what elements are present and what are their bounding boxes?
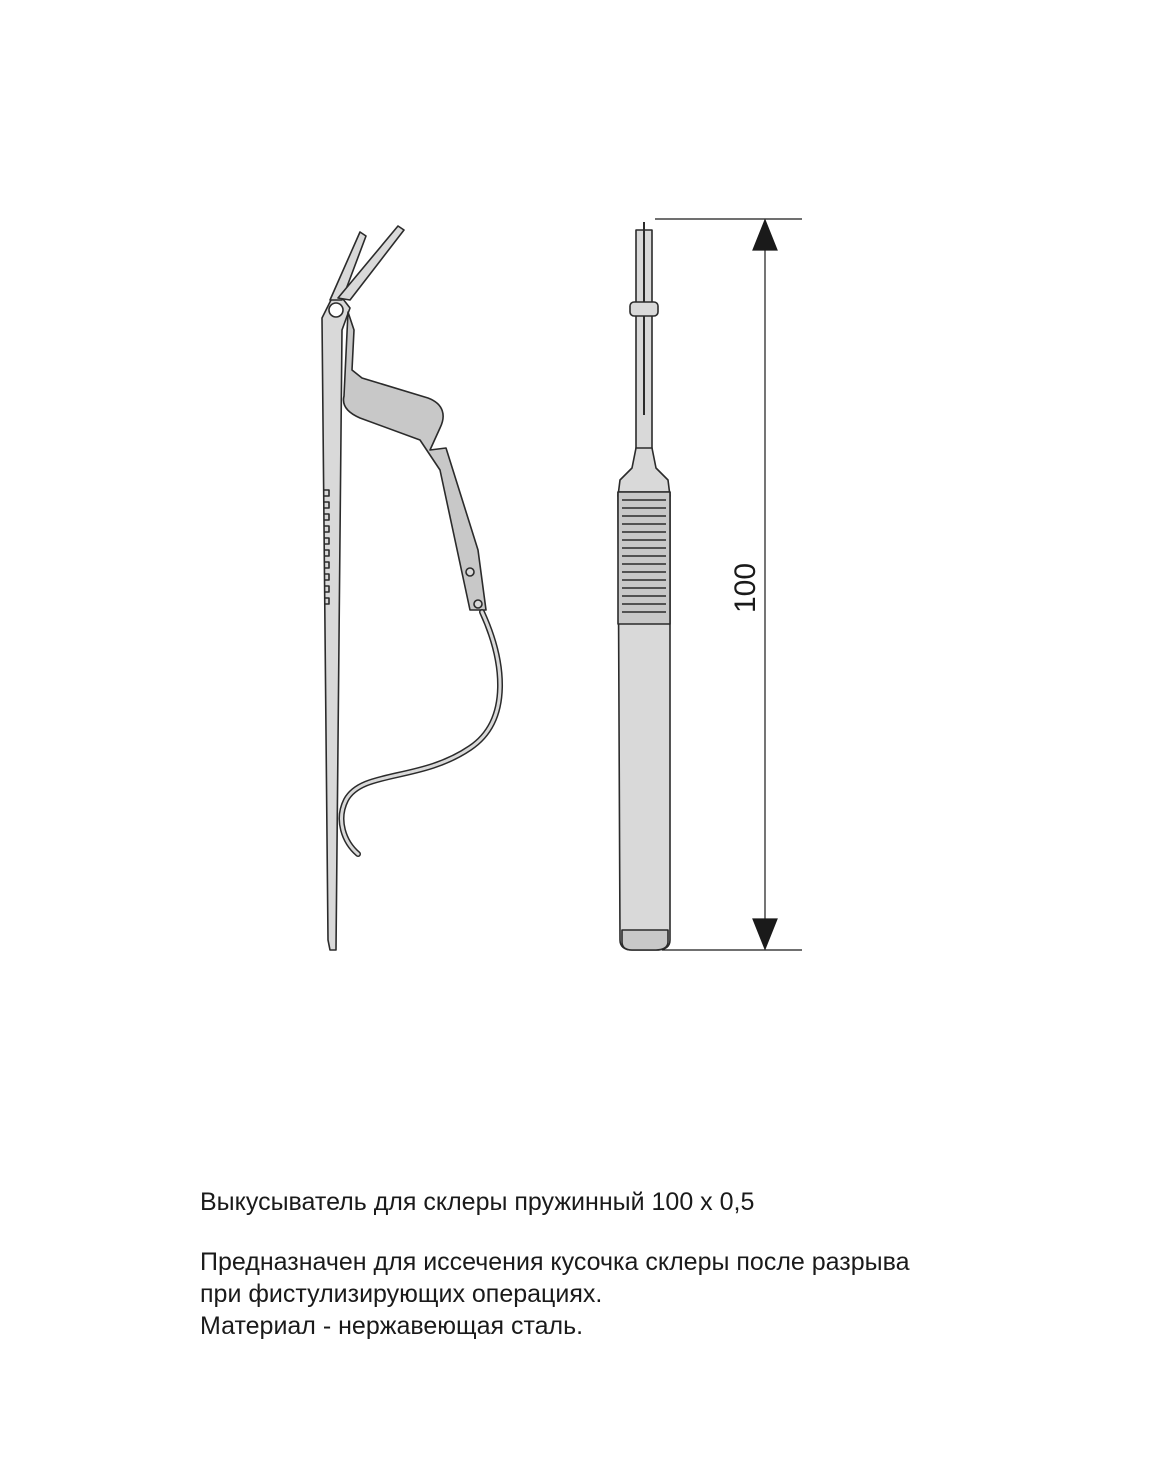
side-view-lever [344,312,486,610]
side-view-spring [342,612,500,854]
side-view-pivot-icon [329,303,343,317]
dimension-label: 100 [729,562,762,614]
caption-material: Материал - нержавеющая сталь. [200,1312,584,1340]
dimension-arrow-bottom-icon [753,919,777,949]
side-view-rivet-1-icon [466,568,474,576]
front-view-neck [618,448,670,496]
front-view-pivot [630,302,658,316]
dimension-arrow-top-icon [753,220,777,250]
side-view [322,226,500,950]
caption-description-line1: Предназначен для иссечения кусочка склеры после разрыва [200,1248,910,1276]
caption-title: Выкусыватель для склеры пружинный 100 x 0,5 [200,1188,755,1216]
front-view-end-cap [622,930,668,950]
front-view [618,222,670,950]
caption-description-line2: при фистулизирующих операциях. [200,1280,603,1308]
side-view-spring-inner [342,612,500,854]
caption [200,1186,1100,1342]
side-view-rivet-2-icon [474,600,482,608]
